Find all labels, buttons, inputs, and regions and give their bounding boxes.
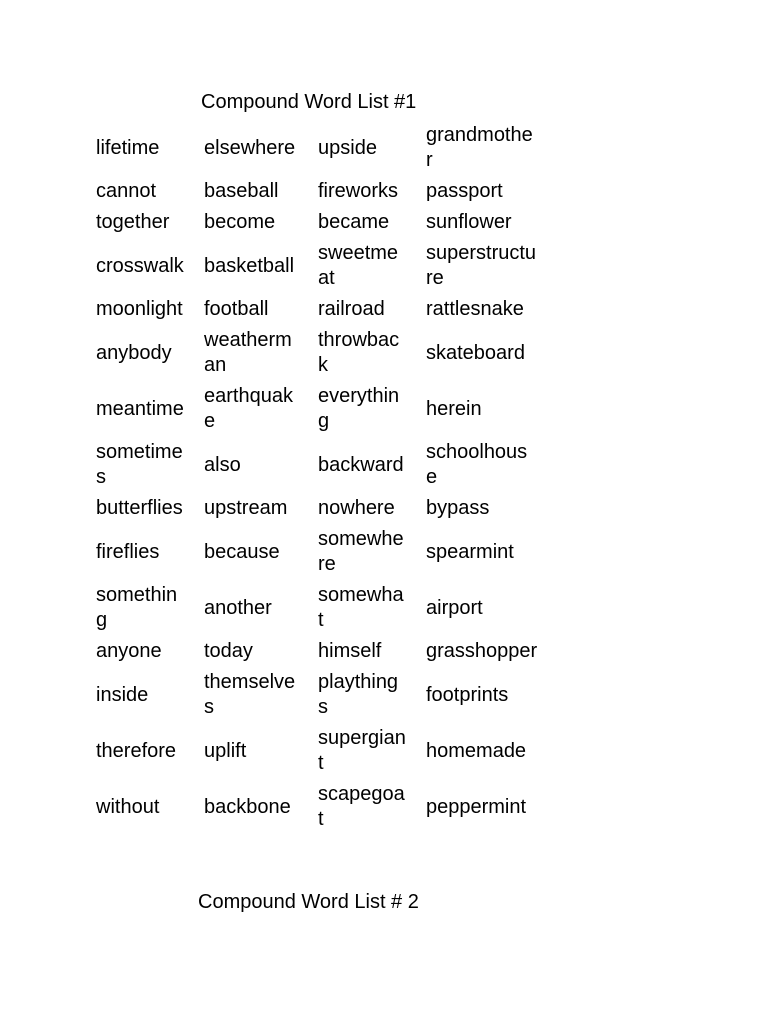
word-cell xyxy=(422,779,556,835)
compound-word: grasshopper xyxy=(426,640,538,662)
compound-word: anyone xyxy=(96,640,162,662)
compound-word: anybody xyxy=(96,341,172,364)
compound-word: peppermint xyxy=(426,795,527,818)
compound-word: without xyxy=(96,795,160,818)
compound-word: uplift xyxy=(204,739,247,762)
compound-word: today xyxy=(204,640,253,662)
compound-word: schoolhous e xyxy=(426,441,528,488)
word-cell xyxy=(200,636,314,667)
table-row xyxy=(92,524,556,580)
compound-word: upside xyxy=(318,136,377,159)
compound-word: another xyxy=(204,596,272,619)
compound-word: plaything s xyxy=(318,671,399,718)
table-row xyxy=(92,381,556,437)
compound-word: himself xyxy=(318,640,382,662)
word-cell xyxy=(314,524,422,580)
word-cell xyxy=(200,779,314,835)
compound-word: grandmothe r xyxy=(426,124,533,171)
word-cell xyxy=(314,325,422,381)
word-cell xyxy=(92,524,200,580)
compound-word: become xyxy=(204,211,276,233)
word-cell xyxy=(422,437,556,493)
word-cell xyxy=(200,294,314,325)
word-cell xyxy=(92,120,200,176)
compound-word: rattlesnake xyxy=(426,298,524,320)
compound-word: skateboard xyxy=(426,341,525,364)
word-cell xyxy=(92,437,200,493)
compound-word: nowhere xyxy=(318,497,395,519)
compound-word: sunflower xyxy=(426,211,512,233)
compound-word: supergian t xyxy=(318,727,406,774)
word-cell xyxy=(422,381,556,437)
table-row xyxy=(92,667,556,723)
word-cell xyxy=(92,176,200,207)
word-cell xyxy=(200,437,314,493)
compound-word: football xyxy=(204,298,269,320)
table-row xyxy=(92,493,556,524)
table-row xyxy=(92,120,556,176)
word-cell xyxy=(422,636,556,667)
word-cell xyxy=(200,493,314,524)
compound-word: crosswalk xyxy=(96,254,184,277)
compound-word: therefore xyxy=(96,739,177,762)
word-cell xyxy=(92,636,200,667)
word-cell xyxy=(92,580,200,636)
table-row xyxy=(92,723,556,779)
word-cell xyxy=(200,580,314,636)
compound-word: also xyxy=(204,453,241,476)
compound-word: somewhe re xyxy=(318,528,404,575)
compound-word: sometime s xyxy=(96,441,183,488)
word-cell xyxy=(314,580,422,636)
table-row xyxy=(92,580,556,636)
compound-word: elsewhere xyxy=(204,136,296,159)
compound-word: cannot xyxy=(96,180,157,202)
compound-word: butterflies xyxy=(96,497,183,519)
word-cell xyxy=(422,524,556,580)
compound-word: meantime xyxy=(96,397,184,420)
compound-word: because xyxy=(204,540,280,563)
word-cell xyxy=(314,437,422,493)
word-cell xyxy=(92,723,200,779)
compound-word: backbone xyxy=(204,795,291,818)
compound-word: somewha t xyxy=(318,584,404,631)
word-cell xyxy=(422,238,556,294)
table-row xyxy=(92,437,556,493)
compound-word: airport xyxy=(426,596,483,619)
compound-word: fireflies xyxy=(96,540,160,563)
word-cell xyxy=(92,381,200,437)
word-cell xyxy=(314,207,422,238)
compound-word: bypass xyxy=(426,497,490,519)
word-cell xyxy=(314,667,422,723)
table-row xyxy=(92,779,556,835)
compound-word-table xyxy=(92,120,556,835)
word-cell xyxy=(422,325,556,381)
compound-word: lifetime xyxy=(96,136,160,159)
compound-word: herein xyxy=(426,397,482,420)
compound-word: inside xyxy=(96,683,149,706)
table-row xyxy=(92,636,556,667)
compound-word: homemade xyxy=(426,739,527,762)
word-cell xyxy=(314,294,422,325)
word-cell xyxy=(314,779,422,835)
compound-word: passport xyxy=(426,180,503,202)
compound-word: railroad xyxy=(318,298,385,320)
word-cell xyxy=(422,120,556,176)
table-row xyxy=(92,176,556,207)
word-cell xyxy=(92,779,200,835)
compound-word: upstream xyxy=(204,497,288,519)
compound-word: fireworks xyxy=(318,180,399,202)
word-cell xyxy=(422,580,556,636)
word-cell xyxy=(92,294,200,325)
word-cell xyxy=(314,238,422,294)
word-cell xyxy=(92,325,200,381)
word-cell xyxy=(314,176,422,207)
word-cell xyxy=(92,493,200,524)
table-row xyxy=(92,238,556,294)
word-cell xyxy=(200,238,314,294)
word-cell xyxy=(314,120,422,176)
word-cell xyxy=(422,207,556,238)
word-cell xyxy=(314,636,422,667)
compound-word: became xyxy=(318,211,390,233)
compound-word: moonlight xyxy=(96,298,183,320)
word-cell xyxy=(314,381,422,437)
word-cell xyxy=(422,294,556,325)
word-cell xyxy=(422,493,556,524)
word-cell xyxy=(92,207,200,238)
word-cell xyxy=(92,667,200,723)
word-cell xyxy=(200,207,314,238)
word-cell xyxy=(200,723,314,779)
compound-word: footprints xyxy=(426,683,509,706)
table-row xyxy=(92,207,556,238)
word-cell xyxy=(200,120,314,176)
compound-word: together xyxy=(96,211,170,233)
word-cell xyxy=(314,723,422,779)
word-table-body xyxy=(92,120,556,835)
compound-word: superstructu re xyxy=(426,242,537,289)
word-cell xyxy=(314,493,422,524)
compound-word: throwbac k xyxy=(318,329,400,376)
word-cell xyxy=(200,381,314,437)
word-cell xyxy=(200,325,314,381)
compound-word: baseball xyxy=(204,180,279,202)
word-cell xyxy=(200,176,314,207)
compound-word: sweetme at xyxy=(318,242,399,289)
word-cell xyxy=(92,238,200,294)
word-cell xyxy=(200,524,314,580)
compound-word: somethin g xyxy=(96,584,178,631)
compound-word: earthquak e xyxy=(204,385,293,432)
table-row xyxy=(92,294,556,325)
word-cell xyxy=(422,176,556,207)
compound-word: themselve s xyxy=(204,671,296,718)
compound-word: weatherm an xyxy=(204,329,292,376)
word-cell xyxy=(200,667,314,723)
compound-word: spearmint xyxy=(426,540,514,563)
list-1-title: Compound Word List #1 xyxy=(201,91,417,113)
compound-word: scapegoa t xyxy=(318,783,405,830)
table-row xyxy=(92,325,556,381)
list-2-title: Compound Word List # 2 xyxy=(198,891,419,913)
compound-word: basketball xyxy=(204,254,295,277)
word-cell xyxy=(422,667,556,723)
compound-word: everythin g xyxy=(318,385,400,432)
word-cell xyxy=(422,723,556,779)
compound-word: backward xyxy=(318,453,404,476)
